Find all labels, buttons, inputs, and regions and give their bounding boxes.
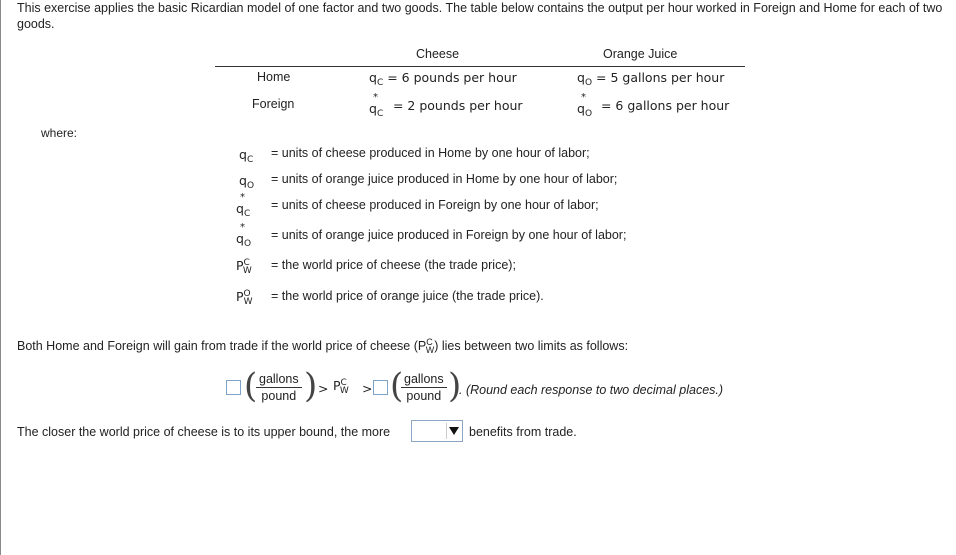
unit-fraction-right: gallons pound xyxy=(401,372,447,403)
chevron-down-icon[interactable] xyxy=(446,423,461,439)
table-rule xyxy=(215,66,745,67)
def-symbol-qo-star: * $q_O$ xyxy=(236,222,252,249)
def-symbol-qc: $q_C$ xyxy=(239,147,254,165)
intro-text: This exercise applies the basic Ricardian model of one factor and two goods. The table below contains the output per hour worked in Foreign and Home for each of two goods. xyxy=(17,1,943,31)
gt-symbol-left: > xyxy=(318,381,329,396)
upper-bound-input[interactable] xyxy=(373,380,388,395)
row-label-home: Home xyxy=(257,70,291,84)
left-paren: ( xyxy=(244,366,258,406)
unit-fraction-left: gallons pound xyxy=(256,372,302,403)
home-oj-cell: $q_O = 5$ gallons per hour xyxy=(577,70,725,88)
header-orange-juice: Orange Juice xyxy=(603,47,678,61)
def-text-qc: = units of cheese produced in Home by one hour of labor; xyxy=(271,146,590,160)
gt-symbol-right: > xyxy=(362,381,373,396)
def-text-pwo: = the world price of orange juice (the trade price). xyxy=(271,289,544,303)
beneficiary-dropdown[interactable] xyxy=(411,420,463,442)
right-paren-2: ) xyxy=(448,366,462,406)
def-text-qo-star: = units of orange juice produced in Foreign by one hour of labor; xyxy=(271,228,627,242)
gain-sentence: Both Home and Foreign will gain from trade if the world price of cheese $(P^C_W)$ lies between two limits as follows: xyxy=(17,337,629,355)
closer-sentence: The closer the world price of cheese is to its upper bound, the more xyxy=(17,425,391,439)
right-paren: ) xyxy=(304,366,318,406)
def-text-qo: = units of orange juice produced in Home by one hour of labor; xyxy=(271,172,618,186)
def-text-qc-star: = units of cheese produced in Foreign by one hour of labor; xyxy=(271,198,599,212)
def-symbol-pwo: $P^O_W$ xyxy=(236,289,253,307)
def-symbol-qc-star: * $q_C$ xyxy=(236,192,251,219)
where-label: where: xyxy=(41,126,78,140)
lower-bound-input[interactable] xyxy=(226,380,241,395)
pwc-symbol: $P^C_W$ xyxy=(333,378,349,396)
def-symbol-pwc: $P^C_W$ xyxy=(236,258,252,276)
closer-tail: benefits from trade. xyxy=(469,425,577,439)
def-symbol-qo: $q_O$ xyxy=(239,173,255,191)
def-text-pwc: = the world price of cheese (the trade price); xyxy=(271,258,516,272)
left-paren-2: ( xyxy=(390,366,404,406)
home-cheese-cell: $q_C = 6$ pounds per hour xyxy=(369,70,517,88)
foreign-cheese-cell: * $q_C$ = 2 pounds per hour xyxy=(369,92,523,119)
header-cheese: Cheese xyxy=(416,47,460,61)
foreign-oj-cell: * $q_O$ = 6 gallons per hour xyxy=(577,92,730,119)
rounding-hint: . (Round each response to two decimal places.) xyxy=(459,383,724,397)
row-label-foreign: Foreign xyxy=(252,97,295,111)
